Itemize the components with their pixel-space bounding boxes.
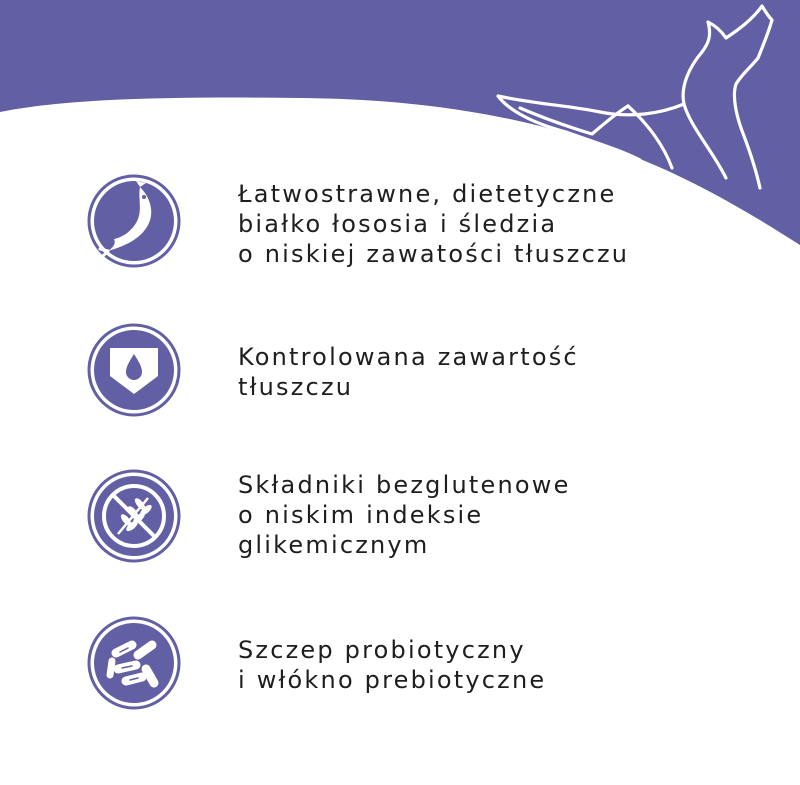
feature-item-gluten-free <box>86 468 786 568</box>
feature-line: o niskim indeksie <box>238 501 484 529</box>
feature-text-gluten-free <box>238 470 571 560</box>
feature-line: glikemicznym <box>238 531 430 559</box>
feature-item-probiotic <box>86 615 786 715</box>
feature-line: Kontrolowana zawartość <box>238 343 579 371</box>
feature-text-controlled-fat <box>238 342 579 402</box>
feature-line: i włókno prebiotyczne <box>238 666 547 694</box>
feature-line: Łatwostrawne, dietetyczne <box>238 180 617 208</box>
fat-drop-down-icon <box>86 322 182 418</box>
feature-text-fish-protein <box>238 179 629 269</box>
feature-line: Składniki bezglutenowe <box>238 471 571 499</box>
fish-icon <box>86 173 182 269</box>
feature-line: o niskiej zawatości tłuszczu <box>238 240 630 268</box>
probiotic-bacteria-icon <box>86 615 182 711</box>
feature-line: Szczep probiotyczny <box>238 636 526 664</box>
feature-text-probiotic <box>238 635 546 695</box>
feature-item-fish-protein <box>86 173 786 273</box>
feature-line: tłuszczu <box>238 373 354 401</box>
feature-line: białko łososia i śledzia <box>238 210 558 238</box>
feature-item-controlled-fat <box>86 322 786 422</box>
gluten-free-icon <box>86 468 182 564</box>
